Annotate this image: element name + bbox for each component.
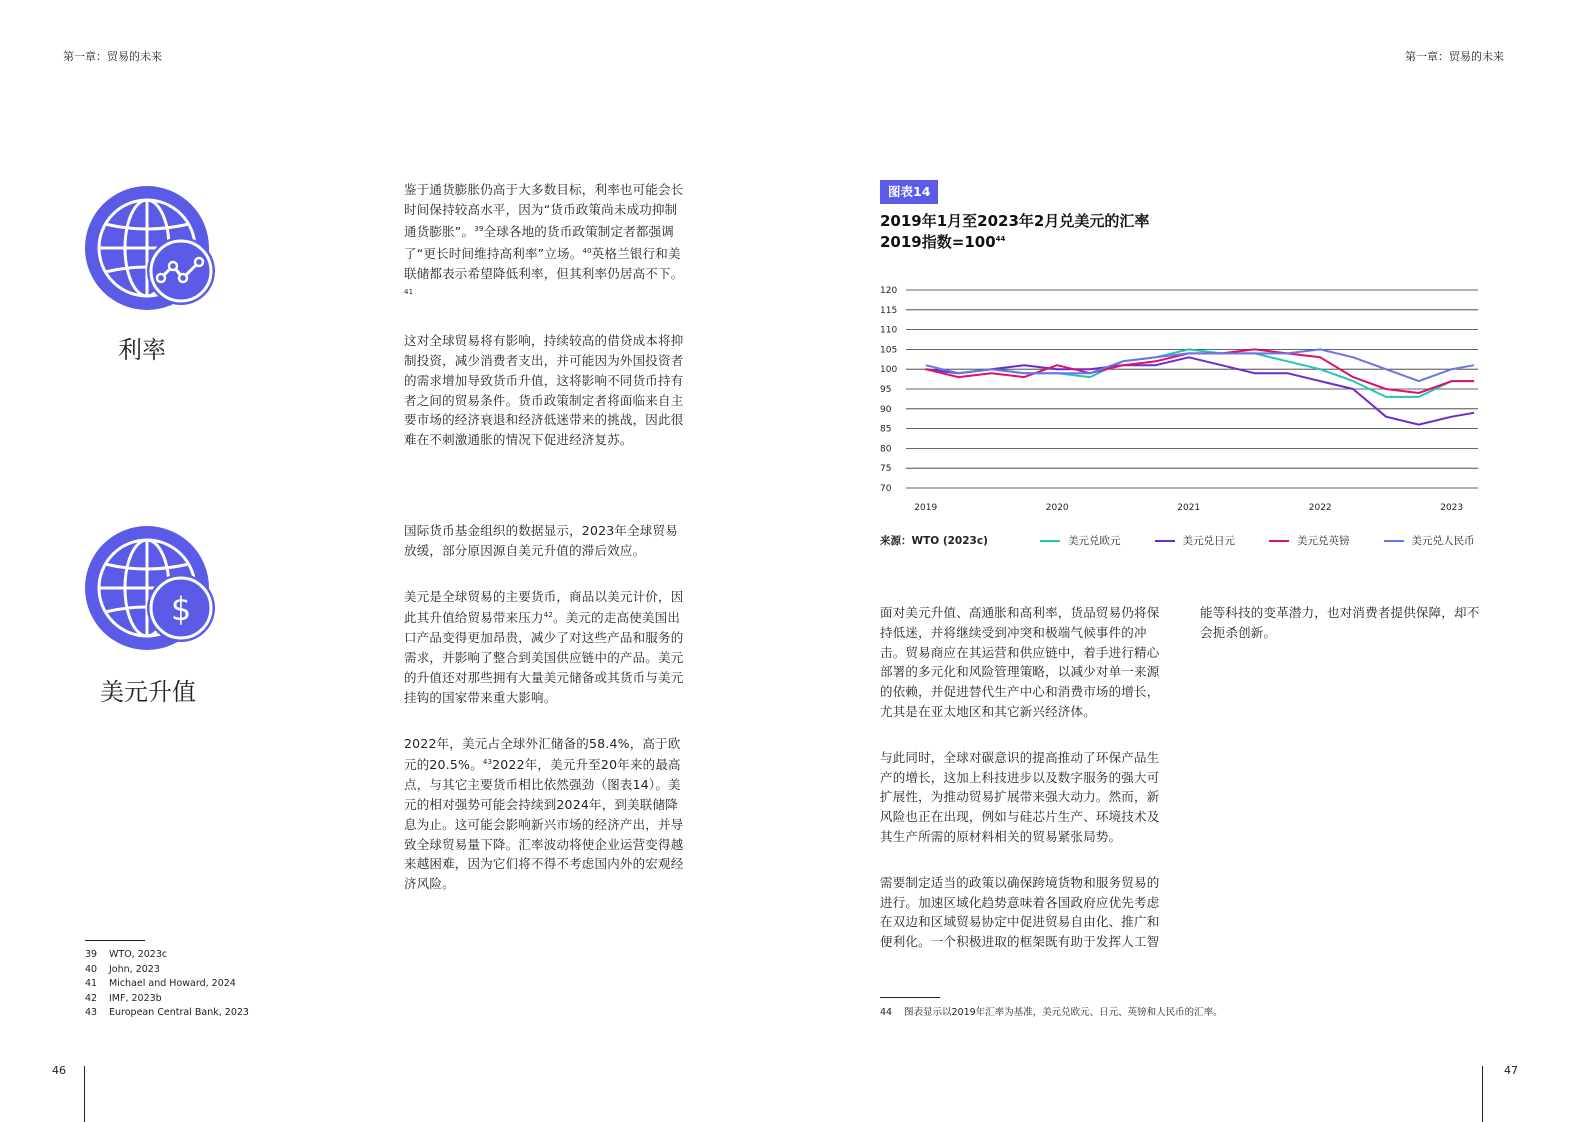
legend-swatch <box>1155 540 1175 542</box>
footnote-text: John, 2023 <box>109 963 160 975</box>
footnote-right <box>880 1006 1480 1021</box>
legend-label: 美元兑日元 <box>1182 535 1235 547</box>
y-tick-label: 120 <box>880 286 898 296</box>
paragraph-right-4: 能等科技的变革潜力，也对消费者提供保障，却不会扼杀创新。 <box>1200 605 1480 640</box>
chapter-header-right: 第一章：贸易的未来 <box>1405 50 1504 63</box>
footnote-text: European Central Bank, 2023 <box>109 1007 249 1018</box>
paragraph-dollar-2: 美元是全球贸易的主要货币，商品以美元计价，因此其升值给贸易带来压力$^{42}$。美元的走高使美国出口产品变得更加昂贵，减少了对这些产品和服务的需求，并影响了整合到美国供应链中的产品。美元的升值还对那些拥有大量美元储备或其货币与美元挂钩的国家带来重大影响。 <box>404 588 684 705</box>
x-tick-label: 2023 <box>1440 503 1464 513</box>
footnote-item <box>85 948 385 963</box>
x-tick-label: 2022 <box>1308 503 1332 513</box>
paragraph-dollar-3: 2022年，美元占全球外汇储备的58.4%，高于欧元的20.5%。$^{43}$2022年，美元升至20年来的最高点，与其它主要货币相比依然强劲（图表14）。美元的相对强势可能会持续到2024年，到美联储降息为止。这可能会影响新兴市场的经济产出，并导致全球贸易量下降。汇率波动将使企业运营变得越来越困难，因为它们将不得不考虑国内外的宏观经济风险。 <box>404 735 684 892</box>
legend-item-jpy <box>1155 533 1236 548</box>
page-rule-left <box>84 1066 85 1122</box>
left-text-column-1 <box>404 180 690 476</box>
y-tick-label: 85 <box>880 424 892 435</box>
footnote-rule-left <box>85 940 145 941</box>
footnote-text: Michael and Howard, 2024 <box>109 978 236 989</box>
footnote-num: 41 <box>85 978 98 989</box>
legend-label: 美元兑人民币 <box>1411 535 1475 547</box>
legend-swatch <box>1040 540 1060 542</box>
footnote-right-num: 44 <box>880 1007 893 1018</box>
page-rule-right <box>1482 1066 1483 1122</box>
paragraph-right-3: 需要制定适当的政策以确保跨境货物和服务贸易的进行。加速区域化趋势意味着各国政府应优先考虑在双边和区域贸易协定中促进贸易自由化、推广和便利化。一个积极进取的框架既有助于发挥人工智 <box>880 874 1160 950</box>
footnote-num: 39 <box>85 949 98 960</box>
legend-item-gbp <box>1269 533 1350 548</box>
y-tick-label: 70 <box>880 484 892 494</box>
chart-title-line1: 2019年1月至2023年2月兑美元的汇率 <box>880 212 1150 230</box>
globe-dollar-icon <box>85 526 220 656</box>
y-tick-label: 105 <box>880 345 898 356</box>
y-tick-label: 80 <box>880 444 892 455</box>
paragraph-right-1: 面对美元升值、高通胀和高利率，货品贸易仍将保持低迷，并将继续受到冲突和极端气候事件的冲击。贸易商应在其运营和供应链中，着手进行精心部署的多元化和风险管理策略，以减少对单一来源的依赖，并促进替代生产中心和消费市场的增长，尤其是在亚太地区和其它新兴经济体。 <box>880 605 1160 719</box>
right-text-column-2 <box>1200 603 1486 669</box>
y-tick-label: 115 <box>880 305 898 316</box>
footnote-right-text: 图表显示以2019年汇率为基准，美元兑欧元、日元、英镑和人民币的汇率。 <box>904 1007 1223 1018</box>
chart-title-line2: 2019指数$=100^{44}$ <box>880 233 1006 251</box>
legend-label: 美元兑英镑 <box>1297 535 1350 547</box>
footnote-item <box>85 977 385 992</box>
footnote-num: 43 <box>85 1007 98 1018</box>
footnote-rule-right <box>880 997 940 998</box>
right-text-column-1 <box>880 603 1166 978</box>
section-title-dollar: 美元升值 <box>100 678 196 706</box>
series-line-cny <box>926 349 1474 381</box>
page-number-right: 47 <box>1504 1064 1518 1077</box>
legend-label: 美元兑欧元 <box>1068 535 1121 547</box>
footnote-item <box>85 1006 385 1021</box>
y-tick-label: 100 <box>880 365 898 376</box>
legend-swatch <box>1384 540 1404 542</box>
svg-text:$: $ <box>170 590 192 628</box>
series-line-jpy <box>926 357 1474 424</box>
paragraph-right-2: 与此同时，全球对碳意识的提高推动了环保产品生产的增长，这加上科技进步以及数字服务的强大可扩展性，为推动贸易扩展带来强大动力。然而，新风险也正在出现，例如与硅芯片生产、环境技术及其生产所需的原材料相关的贸易紧张局势。 <box>880 749 1160 844</box>
y-tick-label: 95 <box>880 385 892 395</box>
x-tick-label: 2021 <box>1177 503 1201 513</box>
x-tick-label: 2019 <box>914 503 938 513</box>
y-tick-label: 90 <box>880 404 892 415</box>
footnote-item <box>85 992 385 1007</box>
y-tick-label: 110 <box>880 325 898 336</box>
footnote-num: 40 <box>85 963 98 975</box>
paragraph-interest-1: 鉴于通货膨胀仍高于大多数目标，利率也可能会长时间保持较高水平，因为“货币政策尚未成功抑制通货膨胀”。$^{39}$全球各地的货币政策制定者都强调了“更长时间维持高利率”立场。$^{40}$英格兰银行和美联储都表示希望降低利率，但其利率仍居高不下。$^{41}$ <box>404 182 684 297</box>
footnote-text: WTO, 2023c <box>109 949 168 960</box>
chart-legend <box>1040 533 1475 548</box>
footnote-num: 42 <box>85 992 98 1004</box>
page-number-left: 46 <box>52 1064 66 1077</box>
x-tick-label: 2020 <box>1045 503 1069 513</box>
legend-item-cny <box>1384 533 1475 548</box>
chart-title <box>880 212 1280 251</box>
footnote-text: IMF, 2023b <box>109 992 162 1004</box>
chart-source: 来源：WTO (2023c) <box>880 535 988 547</box>
legend-item-eur <box>1040 533 1121 548</box>
legend-swatch <box>1269 540 1289 542</box>
globe-chart-icon <box>85 186 220 316</box>
figure-badge: 图表14 <box>880 180 938 204</box>
paragraph-dollar-1: 国际货币基金组织的数据显示，2023年全球贸易放缓，部分原因源自美元升值的滞后效应。 <box>404 523 678 558</box>
left-text-column-2 <box>404 521 690 920</box>
footnote-item <box>85 963 385 978</box>
section-title-interest: 利率 <box>118 336 166 364</box>
exchange-rate-chart <box>870 280 1490 520</box>
footnotes-left <box>85 948 385 1021</box>
chapter-header-left: 第一章：贸易的未来 <box>63 50 162 63</box>
y-tick-label: 75 <box>880 464 892 475</box>
paragraph-interest-2: 这对全球贸易将有影响，持续较高的借贷成本将抑制投资，减少消费者支出，并可能因为外国投资者的需求增加导致货币升值，这将影响不同货币持有者之间的贸易条件。货币政策制定者将面临来自主要市场的经济衰退和经济低迷带来的挑战，因此很难在不刺激通胀的情况下促进经济复苏。 <box>404 333 684 448</box>
